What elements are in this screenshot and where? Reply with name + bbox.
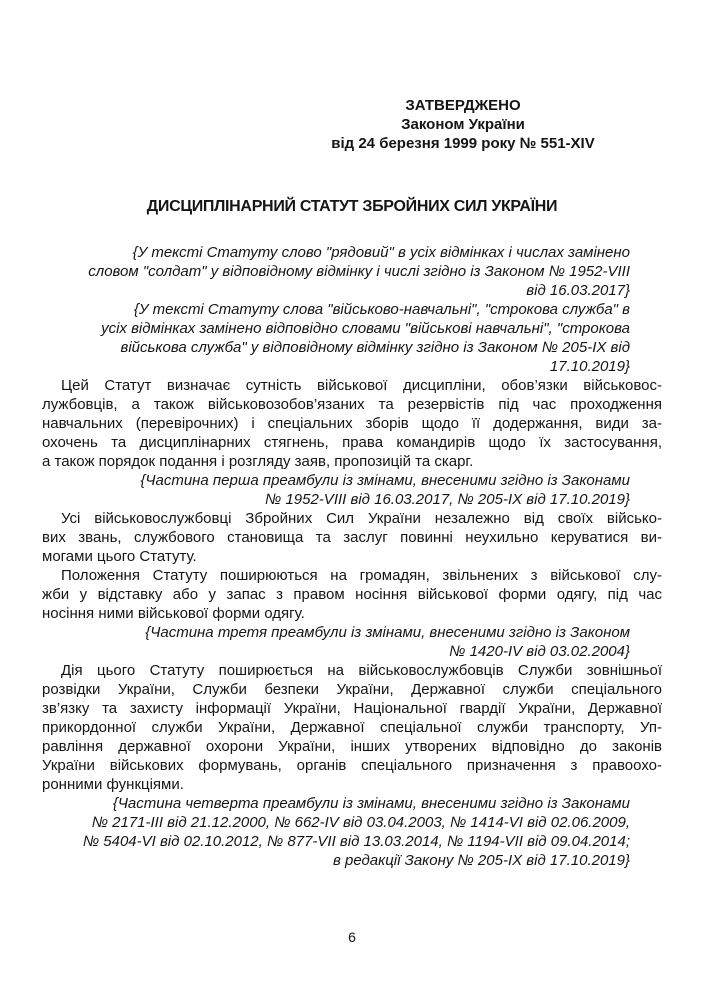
text-line: № 1952-VIII від 16.03.2017, № 205-IX від 17.10.2019} bbox=[265, 491, 630, 508]
text-line: вих звань, службового становища та заслуг повинні неухильно керуватися ви- bbox=[42, 529, 662, 546]
text-line: охочень та дисциплінарних стягнень, права командирів щодо їх застосування, bbox=[42, 434, 662, 451]
text-line: № 2171-III від 21.12.2000, № 662-IV від 03.04.2003, № 1414-VI від 02.06.2009, bbox=[91, 814, 630, 831]
amendment-annotation bbox=[42, 623, 662, 661]
text-line: Цей Статут визначає сутність військової дисципліни, обов’язки військовос- bbox=[61, 377, 662, 394]
text-line: а також порядок подання і розгляду заяв, пропозицій та скарг. bbox=[42, 453, 474, 470]
amendment-annotation bbox=[42, 243, 662, 300]
body-paragraph bbox=[42, 661, 662, 794]
text-line: прикордонної служби України, Державної спеціальної служби транспорту, Уп- bbox=[42, 719, 662, 736]
text-line: {У тексті Статуту слово "рядовий" в усіх відмінках і числах замінено bbox=[132, 244, 630, 261]
body-paragraph bbox=[42, 509, 662, 566]
text-line: Положення Статуту поширюються на громадян, звільнених з військової слу- bbox=[61, 567, 662, 584]
text-line: розвідки України, Служби безпеки України, Державної служби спеціального bbox=[42, 681, 662, 698]
text-line: равління державної охорони України, інших утворених відповідно до законів bbox=[42, 738, 662, 755]
approval-line: від 24 березня 1999 року № 551-XIV bbox=[331, 135, 595, 152]
text-line: словом "солдат" у відповідному відмінку і числі згідно із Законом № 1952-VIII bbox=[88, 263, 630, 280]
text-line: України військових формувань, органів спеціального призначення з правоохо- bbox=[42, 757, 662, 774]
text-line: від 16.03.2017} bbox=[526, 282, 630, 299]
text-line: {Частина четверта преамбули із змінами, внесеними згідно із Законами bbox=[112, 795, 630, 812]
body-paragraph bbox=[42, 566, 662, 623]
text-line: могами цього Статуту. bbox=[42, 548, 197, 565]
text-line: усіх відмінках замінено відповідно словами "військові навчальні", "строкова bbox=[101, 320, 630, 337]
amendment-annotation bbox=[42, 794, 662, 870]
text-line: навчальних (перевірочних) і спеціальних зборів щодо її додержання, види за- bbox=[42, 415, 662, 432]
text-line: {У тексті Статуту слова "військово-навчальні", "строкова служба" в bbox=[133, 301, 630, 318]
text-line: {Частина третя преамбули із змінами, внесеними згідно із Законом bbox=[145, 624, 630, 641]
text-line: ронними функціями. bbox=[42, 776, 184, 793]
text-line: лужбовців, а також військовозобов’язаних та резервістів під час проходження bbox=[42, 396, 662, 413]
amendment-annotation bbox=[42, 300, 662, 376]
approval-line: ЗАТВЕРДЖЕНО bbox=[405, 97, 521, 114]
document-title: ДИСЦИПЛІНАРНИЙ СТАТУТ ЗБРОЙНИХ СИЛ УКРАЇНИ bbox=[146, 198, 558, 215]
text-line: зв’язку та захисту інформації України, Національної гвардії України, Державної bbox=[42, 700, 662, 717]
approval-line: Законом України bbox=[401, 116, 525, 133]
approval-block bbox=[312, 96, 614, 153]
text-line: № 1420-IV від 03.02.2004} bbox=[449, 643, 630, 660]
text-line: жби у відставку або у запас з правом носіння військової форми одягу, під час bbox=[42, 586, 662, 603]
text-line: Дія цього Статуту поширюється на військовослужбовців Служби зовнішньої bbox=[61, 662, 662, 679]
text-line: № 5404-VI від 02.10.2012, № 877-VII від 13.03.2014, № 1194-VII від 09.04.2014; bbox=[82, 833, 630, 850]
text-line: 17.10.2019} bbox=[549, 358, 630, 375]
text-line: носіння ними військової форми одягу. bbox=[42, 605, 305, 622]
text-line: в редакції Закону № 205-IX від 17.10.2019} bbox=[332, 852, 630, 869]
text-line: військова служба" у відповідному відмінку згідно із Законом № 205-IX від bbox=[120, 339, 630, 356]
text-line: {Частина перша преамбули із змінами, внесеними згідно із Законами bbox=[140, 472, 630, 489]
body-paragraph bbox=[42, 376, 662, 471]
document-body bbox=[42, 243, 662, 870]
page-number: 6 bbox=[348, 929, 356, 945]
amendment-annotation bbox=[42, 471, 662, 509]
text-line: Усі військовослужбовці Збройних Сил України незалежно від своїх військо- bbox=[61, 510, 662, 527]
